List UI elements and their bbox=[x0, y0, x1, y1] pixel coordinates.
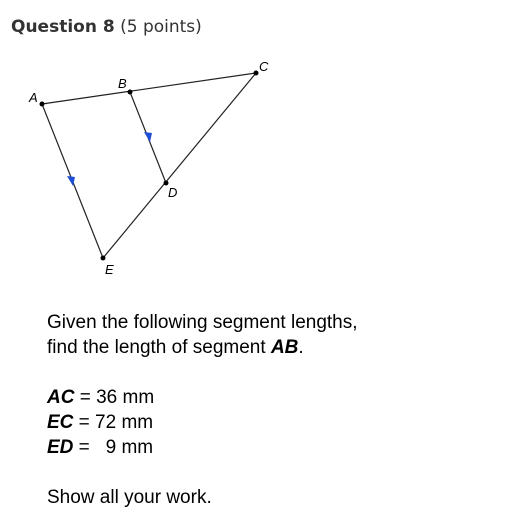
point-a bbox=[40, 102, 45, 107]
given-ec-segment: EC bbox=[47, 412, 74, 433]
given-ed-value: = 9 mm bbox=[73, 437, 154, 458]
question-points: (5 points) bbox=[120, 17, 202, 37]
segment-ec bbox=[103, 73, 256, 258]
given-ed bbox=[47, 435, 358, 460]
parallel-arrow-bd-icon bbox=[144, 132, 152, 142]
point-c bbox=[254, 71, 259, 76]
spacer bbox=[47, 460, 358, 485]
question-title: Question 8 bbox=[11, 17, 115, 37]
prompt-line-2 bbox=[47, 335, 358, 360]
question-prompt bbox=[47, 310, 358, 510]
given-ec-value: = 72 mm bbox=[73, 412, 154, 433]
label-d: D bbox=[168, 185, 178, 200]
prompt-line-2-text: find the length of segment bbox=[47, 337, 271, 358]
segment-ac bbox=[42, 73, 256, 104]
point-e bbox=[101, 256, 106, 261]
label-e: E bbox=[105, 262, 114, 277]
given-ac bbox=[47, 385, 358, 410]
prompt-line-1: Given the following segment lengths, bbox=[47, 312, 358, 333]
given-ac-value: = 36 mm bbox=[74, 387, 155, 408]
given-ec bbox=[47, 410, 358, 435]
given-ed-segment: ED bbox=[47, 437, 74, 458]
prompt-line-2-end: . bbox=[298, 337, 304, 358]
label-c: C bbox=[259, 59, 269, 74]
target-segment: AB bbox=[270, 337, 299, 358]
label-a: A bbox=[29, 90, 38, 105]
given-ac-segment: AC bbox=[47, 387, 75, 408]
label-b: B bbox=[118, 76, 127, 91]
spacer bbox=[47, 360, 358, 385]
point-b bbox=[128, 90, 133, 95]
instruction: Show all your work. bbox=[47, 487, 212, 508]
